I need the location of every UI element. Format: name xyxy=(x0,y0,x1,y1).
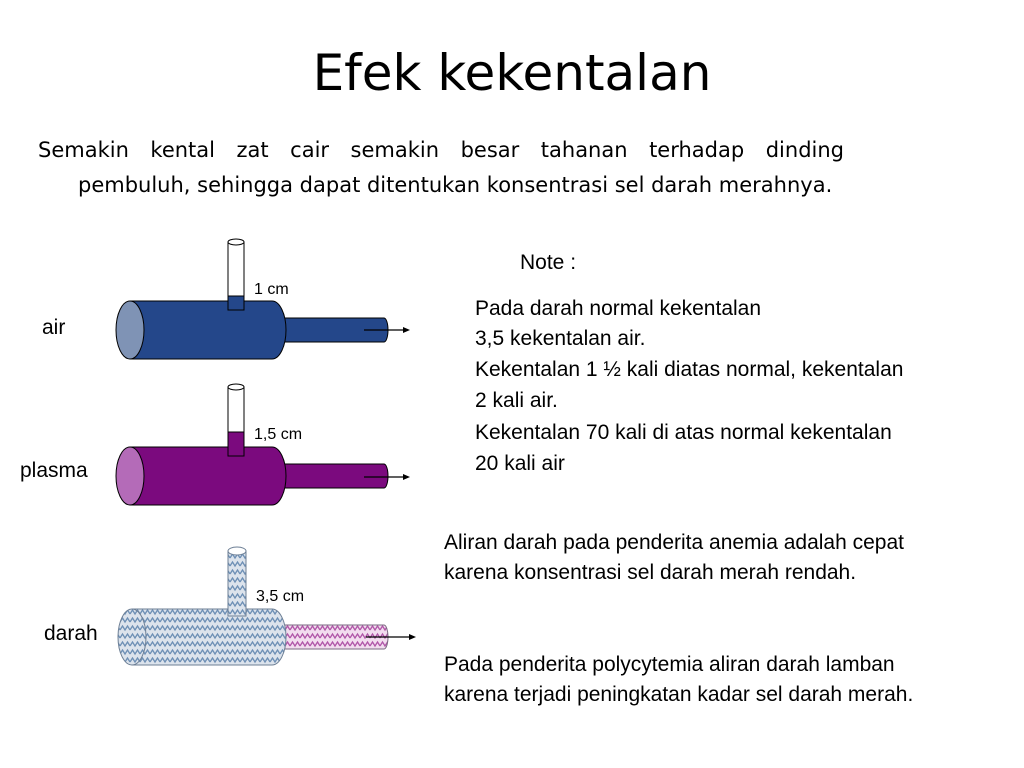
standpipe-top-darah xyxy=(228,547,246,555)
standpipe-top-air xyxy=(228,239,244,245)
cylinder-body-air xyxy=(130,301,286,359)
label-darah: darah xyxy=(44,622,98,645)
note-line: Kekentalan 1 ½ kali diatas normal, kekentalan xyxy=(475,358,904,381)
outlet-pipe-plasma xyxy=(278,464,388,488)
slide-title: Efek kekentalan xyxy=(312,44,712,102)
arrowhead-darah xyxy=(409,634,416,640)
label-plasma: plasma xyxy=(20,459,88,482)
measurement-air: 1 cm xyxy=(254,281,289,298)
note-heading: Note : xyxy=(520,251,577,274)
note-line: Kekentalan 70 kali di atas normal kekentalan xyxy=(475,421,892,444)
anemia-paragraph: Aliran darah pada penderita anemia adalah cepat karena konsentrasi sel darah merah rendah. xyxy=(444,531,905,584)
note-line: 20 kali air xyxy=(475,452,565,475)
liquid-column-air xyxy=(228,296,244,310)
standpipe-top-plasma xyxy=(228,384,244,390)
cylinder-body-plasma xyxy=(130,447,286,505)
arrowhead-air xyxy=(403,327,410,333)
note-line: 2 kali air. xyxy=(475,389,558,412)
cylinder-cap-darah xyxy=(118,609,146,665)
arrowhead-plasma xyxy=(403,474,410,480)
cylinder-cap-air xyxy=(116,301,144,359)
note-line: 3,5 kekentalan air. xyxy=(475,327,646,350)
label-air: air xyxy=(42,316,66,339)
liquid-column-plasma xyxy=(228,432,244,456)
note-line: Pada darah normal kekentalan xyxy=(475,297,762,320)
standpipe-darah xyxy=(228,551,246,616)
polycytemia-paragraph: Pada penderita polycytemia aliran darah lamban karena terjadi peningkatan kadar sel darah merah. xyxy=(444,653,914,706)
cylinder-cap-plasma xyxy=(116,447,144,505)
cylinder-body-darah xyxy=(132,609,286,665)
measurement-plasma: 1,5 cm xyxy=(254,426,303,443)
measurement-darah: 3,5 cm xyxy=(256,588,305,605)
intro-paragraph: Semakin kental zat cair semakin besar tahanan terhadap dinding pembuluh, sehingga dapat ditentukan konsentrasi sel darah merahnya. xyxy=(38,138,844,197)
